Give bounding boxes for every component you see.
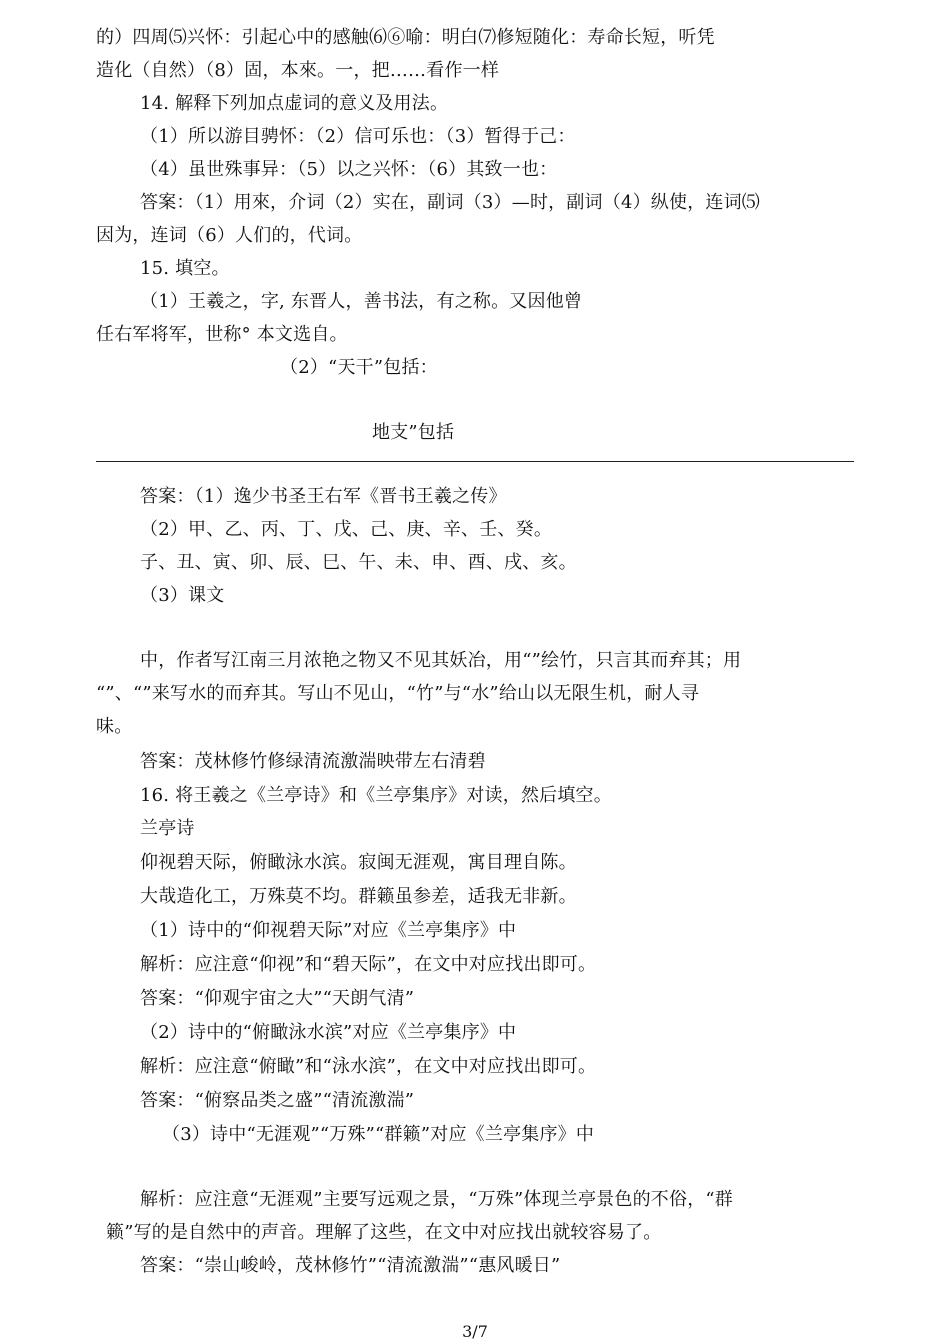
answer-line: 答案：“崇山峻岭，茂林修竹”“清流激湍”“惠风暖日” [140,1255,561,1276]
answer-line: 答案：“仰观宇宙之大”“天朗气清” [140,988,415,1009]
answer-line: 答案：（1）逸少书圣王右军《晋书王羲之传》 [140,486,507,507]
question-16: 16. 将王羲之《兰亭诗》和《兰亭集序》对读，然后填空。 [140,785,612,806]
text-line: “”、“”来写水的而弃其。写山不见山，“竹”与“水”给山以无限生机，耐人寻 [96,683,700,704]
text-line: （1）诗中的“仰视碧天际”对应《兰亭集序》中 [140,920,517,941]
analysis-line: 籁”写的是自然中的声音。理解了这些，在文中对应找出就较容易了。 [106,1222,662,1243]
poem-line: 仰视碧天际，俯瞰泳水滨。寂闽无涯观，寓目理自陈。 [140,852,577,873]
text-line: 中，作者写江南三月浓艳之物又不见其妖冶，用“”绘竹，只言其而弃其；用 [140,650,742,671]
poem-title: 兰亭诗 [140,818,195,839]
question-14: 14. 解释下列加点虚词的意义及用法。 [140,93,449,114]
question-15: 15. 填空。 [140,258,230,279]
text-line: （4）虽世殊事异：（5）以之兴怀：（6）其致一也： [140,159,558,180]
text-line: （2）“天干”包括： [280,357,438,378]
text-line: （3）诗中“无涯观”“万殊”“群籁”对应《兰亭集序》中 [162,1124,595,1145]
analysis-line: 解析：应注意“无涯观”主要写远观之景，“万殊”体现兰亭景色的不俗，“群 [140,1189,734,1210]
text-line: （2）甲、乙、丙、丁、戊、己、庚、辛、壬、癸。 [140,519,553,540]
analysis-line: 解析：应注意“仰视”和“碧天际”，在文中对应找出即可。 [140,954,597,975]
text-line: 因为，连词（6）人们的，代词。 [96,225,363,246]
text-line: （3）课文 [140,585,225,606]
text-line: 的）四周⑸兴怀：引起心中的感触⑹⑥喻：明白⑺修短随化：寿命长短，听凭 [96,27,715,48]
text-line: 任右军将军，世称° 本文选自。 [96,324,348,345]
text-line: 造化（自然）（8）固，本來。一，把……看作一样 [96,60,500,81]
answer-line: 答案：（1）用來，介词（2）实在，副词（3）—时，副词（4）纵使，连词⑸ [140,192,761,213]
analysis-line: 解析：应注意“俯瞰”和“泳水滨”，在文中对应找出即可。 [140,1056,597,1077]
text-line: 地支”包括 [372,422,455,443]
page-number: 3/7 [462,1322,488,1341]
text-line: （1）王羲之，字, 东晋人，善书法，有之称。又因他曾 [140,291,583,312]
answer-line: 答案：茂林修竹修绿清流激湍映带左右清碧 [140,751,486,772]
text-line: 子、丑、寅、卯、辰、巳、午、未、申、酉、戌、亥。 [140,552,577,573]
horizontal-rule [96,461,854,462]
answer-line: 答案：“俯察品类之盛”“清流激湍” [140,1090,415,1111]
text-line: （2）诗中的“俯瞰泳水滨”对应《兰亭集序》中 [140,1022,517,1043]
poem-line: 大哉造化工，万殊莫不均。群籁虽参差，适我无非新。 [140,886,577,907]
text-line: 味。 [96,716,133,737]
text-line: （1）所以游目骋怀：（2）信可乐也：（3）暂得于己： [140,126,576,147]
